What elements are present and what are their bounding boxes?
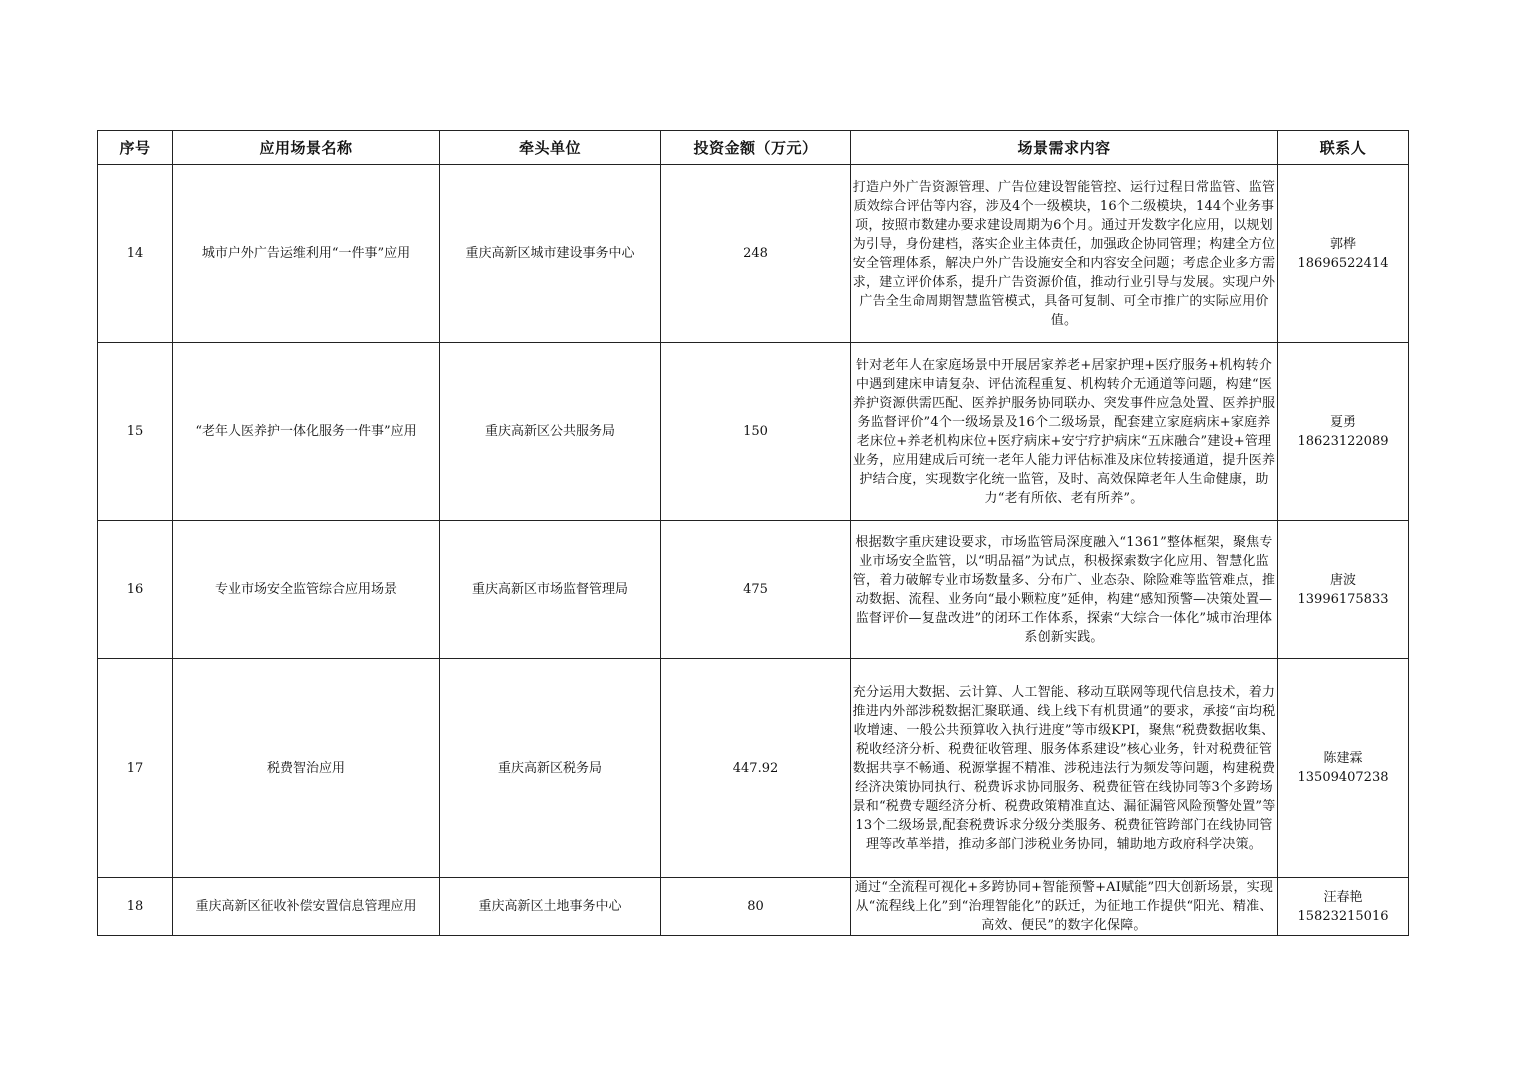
header-lead-unit: 牵头单位 xyxy=(440,131,661,165)
row-content: 针对老年人在家庭场景中开展居家养老+居家护理+医疗服务+机构转介中遇到建床申请复杂、评估流程重复、机构转介无通道等问题，构建“医养护资源供需匹配、医养护服务协同联办、突发事件应急处置、医养护服务监督评价”4个一级场景及16个二级场景，配套建立家庭病床+家庭养老床位+养老机构床位+医疗病床+安宁疗护病床“五床融合”建设+管理业务，应用建成后可统一老年人能力评估标准及床位转接通道，提升医养护结合度，实现数字化统一监管，及时、高效保障老年人生命健康，助力“老有所依、老有所养”。 xyxy=(851,343,1278,521)
table-row xyxy=(98,165,1409,343)
row-content: 通过“全流程可视化+多跨协同+智能预警+AI赋能”四大创新场景，实现从“流程线上化”到“治理智能化”的跃迁，为征地工作提供“阳光、精准、高效、便民”的数字化保障。 xyxy=(851,878,1278,936)
table-row xyxy=(98,659,1409,878)
contact-phone: 18623122089 xyxy=(1297,433,1389,449)
row-contact xyxy=(1278,521,1409,659)
row-scenario-name: 税费智治应用 xyxy=(173,659,440,878)
row-lead-unit: 重庆高新区税务局 xyxy=(440,659,661,878)
contact-phone: 18696522414 xyxy=(1297,255,1389,271)
header-no: 序号 xyxy=(98,131,173,165)
row-no: 18 xyxy=(98,878,173,936)
row-no: 17 xyxy=(98,659,173,878)
header-contact: 联系人 xyxy=(1278,131,1409,165)
contact-name: 唐波 xyxy=(1329,572,1356,588)
scenario-table xyxy=(97,130,1409,936)
row-no: 14 xyxy=(98,165,173,343)
table-header-row xyxy=(98,131,1409,165)
row-lead-unit: 重庆高新区土地事务中心 xyxy=(440,878,661,936)
contact-phone: 15823215016 xyxy=(1297,908,1389,924)
row-scenario-name: “老年人医养护一体化服务一件事”应用 xyxy=(173,343,440,521)
row-lead-unit: 重庆高新区公共服务局 xyxy=(440,343,661,521)
header-scenario-name: 应用场景名称 xyxy=(173,131,440,165)
row-investment: 150 xyxy=(661,343,851,521)
table-row xyxy=(98,521,1409,659)
row-investment: 248 xyxy=(661,165,851,343)
contact-name: 郭桦 xyxy=(1329,236,1356,252)
row-contact xyxy=(1278,659,1409,878)
row-investment: 447.92 xyxy=(661,659,851,878)
row-lead-unit: 重庆高新区城市建设事务中心 xyxy=(440,165,661,343)
table-row xyxy=(98,343,1409,521)
row-contact xyxy=(1278,343,1409,521)
row-content: 打造户外广告资源管理、广告位建设智能管控、运行过程日常监管、监管质效综合评估等内容，涉及4个一级模块，16个二级模块，144个业务事项，按照市数建办要求建设周期为6个月。通过开发数字化应用，以规划为引导，身份建档，落实企业主体责任，加强政企协同管理；构建全方位安全管理体系，解决户外广告设施安全和内容安全问题；考虑企业多方需求，建立评价体系，提升广告资源价值，推动行业引导与发展。实现户外广告全生命周期智慧监管模式，具备可复制、可全市推广的实际应用价值。 xyxy=(851,165,1278,343)
contact-phone: 13509407238 xyxy=(1297,770,1389,785)
row-no: 16 xyxy=(98,521,173,659)
row-no: 15 xyxy=(98,343,173,521)
table-row xyxy=(98,878,1409,936)
row-contact xyxy=(1278,878,1409,936)
row-investment: 475 xyxy=(661,521,851,659)
row-contact xyxy=(1278,165,1409,343)
header-content: 场景需求内容 xyxy=(851,131,1278,165)
row-scenario-name: 重庆高新区征收补偿安置信息管理应用 xyxy=(173,878,440,936)
contact-name: 夏勇 xyxy=(1329,414,1356,430)
row-lead-unit: 重庆高新区市场监督管理局 xyxy=(440,521,661,659)
row-content: 根据数字重庆建设要求，市场监管局深度融入“1361”整体框架，聚焦专业市场安全监管，以“明品福”为试点，积极探索数字化应用、智慧化监管，着力破解专业市场数量多、分布广、业态杂、除险难等监管难点，推动数据、流程、业务向“最小颗粒度”延伸，构建“感知预警—决策处置—监督评价—复盘改进”的闭环工作体系，探索“大综合一体化”城市治理体系创新实践。 xyxy=(851,521,1278,659)
header-investment: 投资金额（万元） xyxy=(661,131,851,165)
row-investment: 80 xyxy=(661,878,851,936)
row-content: 充分运用大数据、云计算、人工智能、移动互联网等现代信息技术，着力推进内外部涉税数据汇聚联通、线上线下有机贯通”的要求，承接“亩均税收增速、一般公共预算收入执行进度”等市级KPI，聚焦“税费数据收集、税收经济分析、税费征收管理、服务体系建设”核心业务，针对税费征管数据共享不畅通、税源掌握不精准、涉税违法行为频发等问题，构建税费经济决策协同执行、税费诉求协同服务、税费征管在线协同等3个多跨场景和“税费专题经济分析、税费政策精准直达、漏征漏管风险预警处置”等13个二级场景,配套税费诉求分级分类服务、税费征管跨部门在线协同管理等改革举措，推动多部门涉税业务协同，辅助地方政府科学决策。 xyxy=(851,659,1278,878)
contact-phone: 13996175833 xyxy=(1297,591,1389,607)
row-scenario-name: 专业市场安全监管综合应用场景 xyxy=(173,521,440,659)
row-scenario-name: 城市户外广告运维利用“一件事”应用 xyxy=(173,165,440,343)
contact-name: 汪春艳 xyxy=(1323,889,1363,905)
contact-name: 陈建霖 xyxy=(1323,751,1363,766)
